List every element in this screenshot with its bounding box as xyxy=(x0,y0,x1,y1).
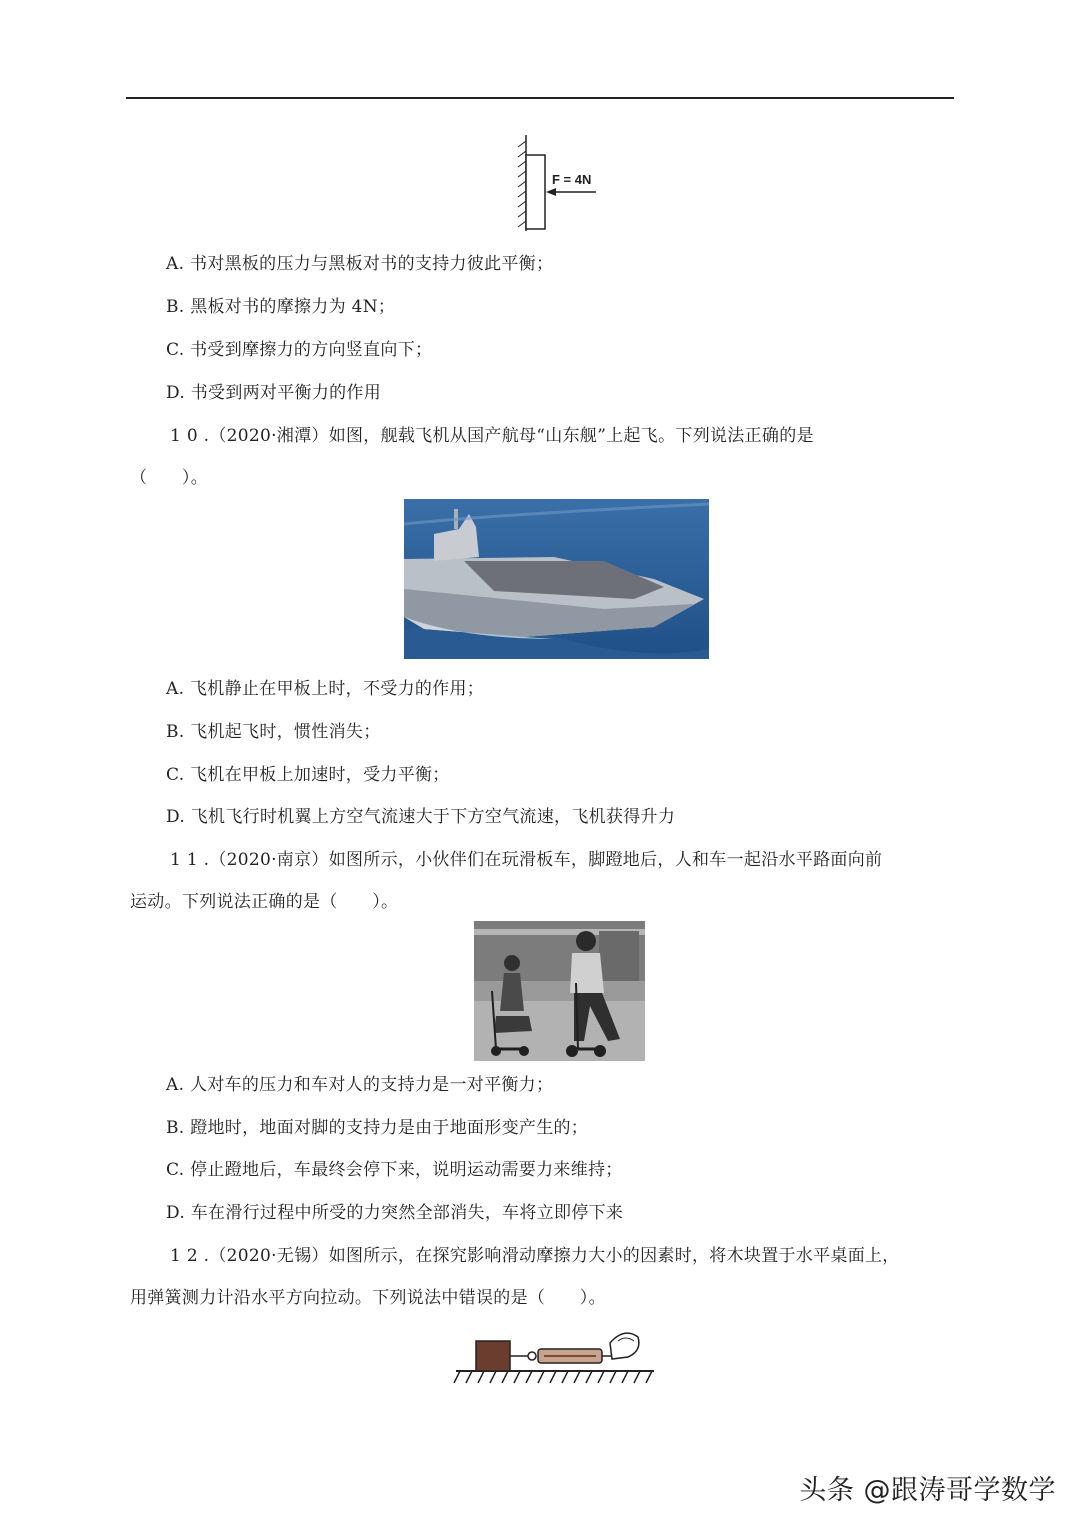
q11-option-c: C. 停止蹬地后，车最终会停下来，说明运动需要力来维持； xyxy=(166,1160,623,1180)
q11-stem: 1 1 .（2020·南京）如图所示，小伙伴们在玩滑板车，脚蹬地后，人和车一起沿水平路面向前 xyxy=(170,850,883,870)
book-wall-figure xyxy=(510,133,605,233)
watermark: 头条 @跟涛哥学数学 xyxy=(799,1475,1056,1506)
q9-option-a: A. 书对黑板的压力与黑板对书的支持力彼此平衡； xyxy=(166,254,554,274)
q11-option-a: A. 人对车的压力和车对人的支持力是一对平衡力； xyxy=(166,1075,554,1095)
q10-option-c: C. 飞机在甲板上加速时，受力平衡； xyxy=(166,765,450,785)
q11-stem-cont: 运动。下列说法正确的是（ ）。 xyxy=(130,892,399,912)
q10-option-b: B. 飞机起飞时，惯性消失； xyxy=(166,722,381,742)
header-rule xyxy=(126,97,954,99)
q11-option-d: D. 车在滑行过程中所受的力突然全部消失，车将立即停下来 xyxy=(166,1203,624,1223)
q12-stem: 1 2 .（2020·无锡）如图所示，在探究影响滑动摩擦力大小的因素时，将木块置于水平桌面上， xyxy=(170,1246,900,1266)
q9-option-b: B. 黑板对书的摩擦力为 4N； xyxy=(166,297,396,317)
force-label: F = 4N xyxy=(552,172,592,187)
aircraft-carrier-photo xyxy=(404,499,709,659)
q10-stem: 1 0 .（2020·湘潭）如图，舰载飞机从国产航母“山东舰”上起飞。下列说法正确的是 xyxy=(170,426,814,446)
q9-option-d: D. 书受到两对平衡力的作用 xyxy=(166,383,382,403)
q10-option-a: A. 飞机静止在甲板上时，不受力的作用； xyxy=(166,679,485,699)
q10-option-d: D. 飞机飞行时机翼上方空气流速大于下方空气流速，飞机获得升力 xyxy=(166,807,676,827)
spring-scale-figure xyxy=(452,1325,657,1390)
q11-option-b: B. 蹬地时，地面对脚的支持力是由于地面形变产生的； xyxy=(166,1118,589,1138)
q9-option-c: C. 书受到摩擦力的方向竖直向下； xyxy=(166,340,433,360)
q12-stem-cont: 用弹簧测力计沿水平方向拉动。下列说法中错误的是（ ）。 xyxy=(130,1288,606,1308)
scooter-kids-photo xyxy=(474,921,645,1061)
q10-stem-cont: （ ）。 xyxy=(130,468,208,488)
